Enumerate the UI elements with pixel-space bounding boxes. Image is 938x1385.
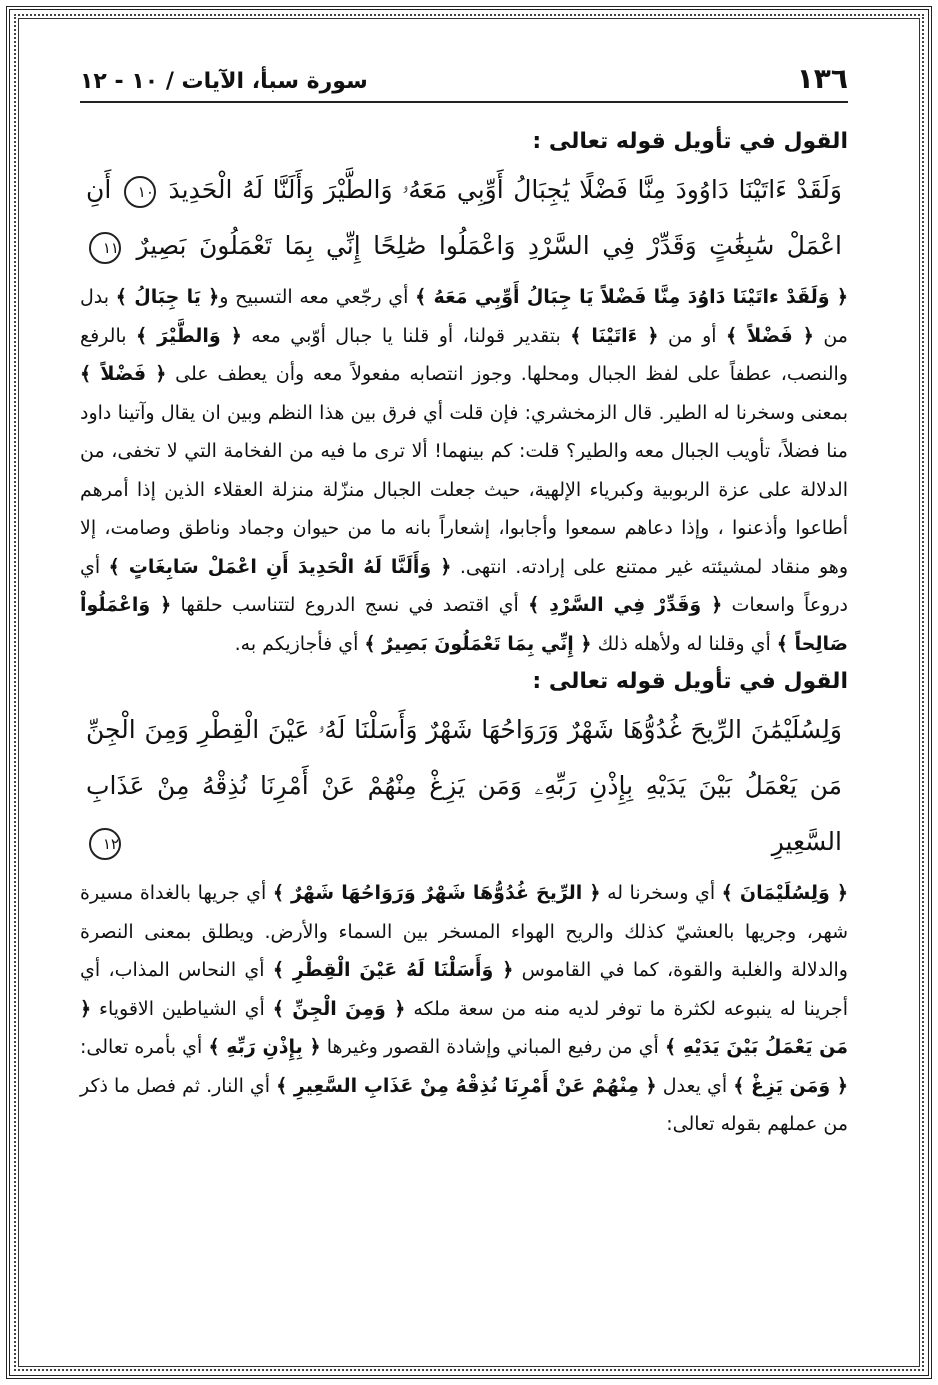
quran-quote: ﴿ وَالطَّيْرَ ﴾ [136,324,242,347]
commentary-text: أي النار. ثم فصل ما ذكر من عملهم بقوله تعالى: [80,1074,848,1135]
commentary-text: أي اقتصد في نسج الدروع لتتناسب حلقها [171,594,529,616]
page-content [80,62,848,1345]
quran-quote: ﴿ وَلَقَدْ ءاتَيْنَا دَاوُدَ مِنَّا فَضْلاً يَا جِبَالُ أَوِّبِي مَعَهُ ﴾ [415,286,849,308]
commentary-paragraph-1 [80,278,848,663]
verse-text: وَلِسُلَيْمَٰنَ الرِّيحَ غُدُوُّهَا شَهْرٌ وَرَوَاحُهَا شَهْرٌ وَأَسَلْنَا لَهُۥ عَيْنَ الْقِطْرِ وَمِنَ الْجِنِّ مَن [86,715,842,800]
commentary-text: بالرفع والنصب، عطفاً على لفظ الجبال ومحلها. وجوز انتصابه مفعولاً معه وأن يعطف على [80,324,848,385]
commentary-text: أي جريها بالغداة مسيرة شهر، وجريها بالعشيّ كذلك والريح الهواء المسخر بين السماء والأرض. ويطلق بمعنى النصرة والدلالة والغلبة والقوة، كما في القاموس [80,882,848,981]
verse-block-2 [80,702,848,870]
commentary-text: أي فأجازيكم به. [234,632,365,655]
quran-quote: ﴿ مَن يَعْمَلُ بَيْنَ يَدَيْهِ ﴾ [80,997,848,1058]
quran-quote: ﴿ وَأَلَنَّا لَهُ الْحَدِيدَ أَنِ اعْمَلْ سَابِغَاتٍ ﴾ [108,555,452,578]
quran-quote: ﴿ وَأَسَلْنَا لَهُ عَيْنَ الْقِطْرِ ﴾ [272,959,514,981]
quran-quote: ﴿ وَقَدِّرْ فِي السَّرْدِ ﴾ [528,594,723,616]
quran-quote: ﴿ وَمَن يَزِغْ ﴾ [733,1074,848,1097]
quran-quote: ﴿ يَا جِبَالُ ﴾ [115,286,220,308]
commentary-text: أي من رفيع المباني وإشادة القصور وغيرها [320,1036,665,1058]
commentary-text: بدل من [80,286,848,347]
commentary-text: بتقدير قولنا، أو قلنا يا جبال أوّبي معه [241,324,571,347]
verse-text: أَنِ [86,175,112,204]
commentary-text: بمعنى وسخرنا له الطير. قال الزمخشري: فإن قلت أي فرق بين هذا النظم وبين ان يقال وآتينا داود منا فضلاً، تأويب الجبال معه والطير؟ قلت: كم بينهما! ألا ترى ما فيه من الفخامة التي لا تخفى، من الدلالة على عزة الربوبية وكبرياء الإلهية، حيث جعلت الجبال منزّلة منزلة العقلاء الذين إذا أمرهم أطاعوا وأذعنوا ، وإذا دعاهم سمعوا وأجابوا، إشعاراً بانه ما من حيوان وجماد وناطق وصامت، إلا وهو منقاد لمشيئته غير ممتنع على إرادته. انتهى. [80,401,848,578]
running-title: سورة سبأ، الآيات / ١٠ - ١٢ [80,69,368,94]
commentary-text: أي يعدل [656,1074,734,1097]
quran-quote: ﴿ فَضْلاً ﴾ [80,363,167,385]
commentary-text: أي بأمره تعالى: [80,1036,209,1058]
quran-quote: ﴿ وَمِنَ الْجِنِّ ﴾ [272,997,406,1020]
commentary-text: أو من [658,324,726,347]
commentary-paragraph-2 [80,874,848,1144]
verse-text: اعْمَلْ سَٰبِغَٰتٍ وَقَدِّرْ فِي السَّرْدِ وَاعْمَلُوا صَٰلِحًا إِنِّي بِمَا تَعْمَلُونَ بَصِيرٌ [136,231,842,260]
quran-quote: ﴿ الرِّيحَ غُدُوُّهَا شَهْرٌ وَرَوَاحُهَا شَهْرٌ ﴾ [272,882,601,904]
commentary-text: أي وسخرنا له [600,882,722,904]
verse-number: ١٠ [124,176,156,208]
quran-quote: ﴿ وَلِسُلَيْمَانَ ﴾ [721,882,848,904]
verse-block-1 [80,162,848,274]
commentary-text: أي الشياطين الاقوياء [91,997,273,1020]
verse-number: ١١ [89,232,121,264]
quran-quote: ﴿ وَاعْمَلُواْ صَالِحاً ﴾ [80,594,848,655]
commentary-text: أي دروعاً واسعات [80,555,848,616]
quran-quote: ﴿ فَضْلاً ﴾ [725,324,814,347]
verse-text: وَلَقَدْ ءَاتَيْنَا دَاوُودَ مِنَّا فَضْلًا يَٰجِبَالُ أَوِّبِي مَعَهُۥ وَالطَّيْرَ وَأَلَنَّا لَهُ الْحَدِيدَ [168,175,842,204]
quran-quote: ﴿ ءَاتَيْنَا ﴾ [570,324,659,347]
quran-quote: ﴿ مِنْهُمْ عَنْ أَمْرِنَا نُذِقْهُ مِنْ عَذَابِ السَّعِيرِ ﴾ [276,1074,657,1097]
page-header [80,62,848,103]
quran-quote: ﴿ إِنِّي بِمَا تَعْمَلُونَ بَصِيرٌ ﴾ [364,632,592,655]
quran-quote: ﴿ بِإِذْنِ رَبِّهِ ﴾ [208,1036,321,1058]
verse-text: يَعْمَلُ بَيْنَ يَدَيْهِ بِإِذْنِ رَبِّهِۦ وَمَن يَزِغْ مِنْهُمْ عَنْ أَمْرِنَا نُذِقْهُ مِنْ عَذَابِ السَّعِيرِ [86,771,842,856]
commentary-text: أي وقلنا له ولأهله ذلك [591,632,777,655]
verse-number: ١٢ [89,828,121,860]
commentary-text: أي النحاس المذاب، أي أجرينا له ينبوعه لكثرة ما توفر لديه منه من سعة ملكه [80,959,848,1020]
section-heading-2: القول في تأويل قوله تعالى : [532,669,848,694]
section-heading-1: القول في تأويل قوله تعالى : [532,129,848,154]
page-number: ١٣٦ [796,62,848,95]
commentary-text: أي رجّعي معه التسبيح و [219,286,416,308]
